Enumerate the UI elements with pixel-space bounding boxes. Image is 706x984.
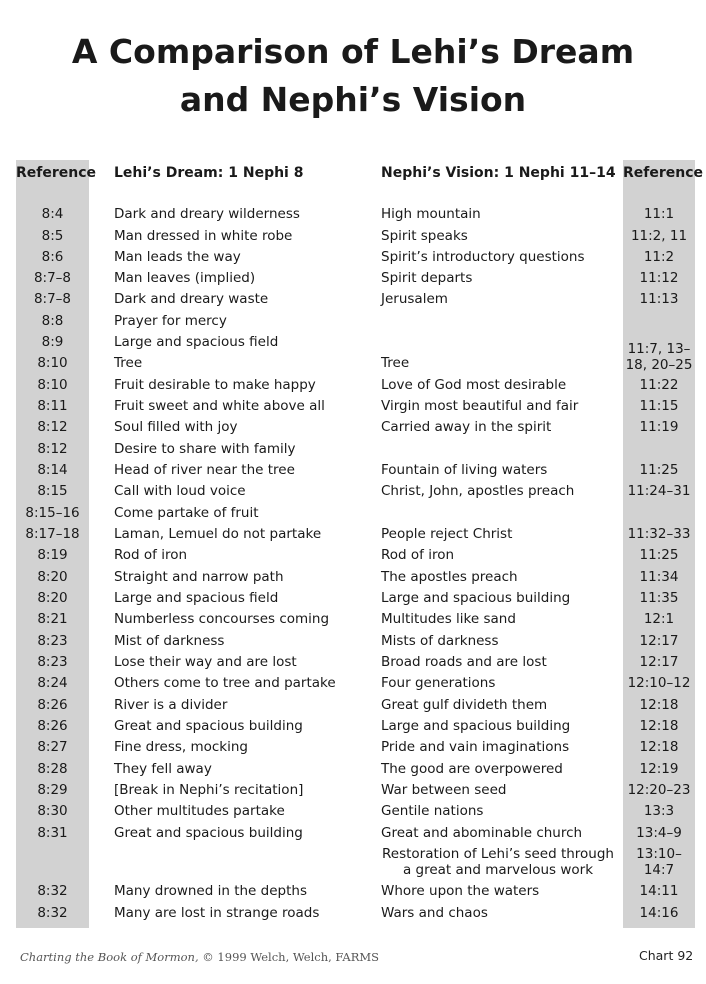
reference-right-cell: 11:13 (639, 291, 679, 307)
nephi-vision-cell: Large and spacious building (381, 590, 571, 606)
reference-left-cell: 8:29 (37, 782, 68, 798)
reference-left-cell: 8:23 (37, 633, 68, 649)
reference-left-cell: 8:23 (37, 654, 68, 670)
header-reference-left: Reference (16, 165, 97, 181)
lehi-dream-cell: Large and spacious field (114, 590, 279, 606)
lehi-dream-cell: Dark and dreary wilderness (114, 206, 300, 222)
nephi-vision-cell: Broad roads and are lost (381, 654, 547, 670)
reference-left-cell: 8:32 (37, 883, 68, 899)
lehi-dream-cell: Call with loud voice (114, 483, 246, 499)
reference-right-cell: 12:1 (643, 611, 675, 627)
nephi-vision-cell: War between seed (381, 782, 507, 798)
lehi-dream-cell: They fell away (114, 761, 212, 777)
reference-left-cell: 8:21 (37, 611, 68, 627)
reference-right-cell: 12:20–23 (627, 782, 691, 798)
nephi-vision-cell: Love of God most desirable (381, 377, 567, 393)
lehi-dream-cell: Lose their way and are lost (114, 654, 297, 670)
nephi-vision-cell: Fountain of living waters (381, 462, 548, 478)
lehi-dream-cell: Soul filled with joy (114, 419, 238, 435)
reference-left-cell: 8:27 (37, 739, 68, 755)
lehi-dream-cell: Come partake of fruit (114, 505, 259, 521)
lehi-dream-cell: Prayer for mercy (114, 313, 227, 329)
reference-right-cell: 13:3 (643, 803, 675, 819)
nephi-vision-cell: Wars and chaos (381, 905, 488, 921)
reference-right-cell: 11:25 (639, 547, 679, 563)
header-reference-right: Reference (623, 165, 704, 181)
reference-right-cell: 12:17 (639, 654, 679, 670)
lehi-dream-cell: Laman, Lemuel do not partake (114, 526, 322, 542)
reference-left-cell: 8:9 (41, 334, 64, 350)
reference-right-cell: 11:34 (639, 569, 679, 585)
reference-right-cell: 11:2 (643, 249, 675, 265)
nephi-vision-cell: Restoration of Lehi’s seed through a great and marvelous work (381, 846, 614, 878)
reference-left-cell: 8:6 (41, 249, 64, 265)
nephi-vision-cell: Great gulf divideth them (381, 697, 548, 713)
footer-chart-number: Chart 92 (639, 948, 694, 963)
nephi-vision-cell: Spirit speaks (381, 228, 468, 244)
lehi-dream-cell: Man dressed in white robe (114, 228, 293, 244)
footer-book-title: Charting the Book of Mormon, (20, 950, 199, 964)
reference-left-cell: 8:12 (37, 419, 68, 435)
title-line-2: and Nephi’s Vision (179, 80, 527, 119)
lehi-dream-cell: Straight and narrow path (114, 569, 284, 585)
reference-right-cell: 11:25 (639, 462, 679, 478)
lehi-dream-cell: Man leaves (implied) (114, 270, 256, 286)
nephi-vision-cell: Virgin most beautiful and fair (381, 398, 579, 414)
reference-left-cell: 8:12 (37, 441, 68, 457)
lehi-dream-cell: River is a divider (114, 697, 228, 713)
lehi-dream-cell: Man leads the way (114, 249, 241, 265)
reference-right-cell: 11:12 (639, 270, 679, 286)
reference-right-cell: 13:10–14:7 (636, 846, 682, 878)
lehi-dream-cell: Head of river near the tree (114, 462, 295, 478)
reference-left-cell: 8:11 (37, 398, 68, 414)
header-lehi-dream: Lehi’s Dream: 1 Nephi 8 (114, 165, 304, 181)
header-nephi-vision: Nephi’s Vision: 1 Nephi 11–14 (381, 165, 616, 181)
reference-right-cell: 11:7, 13–18, 20–25 (625, 341, 693, 373)
reference-right-cell: 12:17 (639, 633, 679, 649)
reference-right-cell: 13:4–9 (636, 825, 682, 841)
reference-right-cell: 12:10–12 (627, 675, 691, 691)
reference-left-cell: 8:17–18 (25, 526, 80, 542)
lehi-dream-cell: Others come to tree and partake (114, 675, 336, 691)
lehi-dream-cell: [Break in Nephi’s recitation] (114, 782, 304, 798)
lehi-dream-cell: Other multitudes partake (114, 803, 285, 819)
reference-left-cell: 8:20 (37, 569, 68, 585)
nephi-vision-cell: Large and spacious building (381, 718, 571, 734)
reference-right-cell: 11:1 (643, 206, 675, 222)
footer-citation (20, 950, 379, 964)
nephi-vision-cell: Spirit’s introductory questions (381, 249, 585, 265)
lehi-dream-cell: Fruit desirable to make happy (114, 377, 316, 393)
reference-right-cell: 11:22 (639, 377, 679, 393)
reference-left-cell: 8:26 (37, 697, 68, 713)
nephi-vision-cell: Pride and vain imaginations (381, 739, 570, 755)
reference-right-cell: 14:16 (639, 905, 679, 921)
lehi-dream-cell: Fine dress, mocking (114, 739, 248, 755)
lehi-dream-cell: Great and spacious building (114, 718, 303, 734)
nephi-vision-cell: Multitudes like sand (381, 611, 516, 627)
nephi-vision-cell: Carried away in the spirit (381, 419, 552, 435)
reference-left-cell: 8:15 (37, 483, 68, 499)
reference-right-cell: 11:32–33 (627, 526, 691, 542)
nephi-vision-cell: Jerusalem (381, 291, 448, 307)
reference-left-cell: 8:10 (37, 377, 68, 393)
reference-left-cell: 8:7–8 (33, 270, 72, 286)
nephi-vision-cell: The good are overpowered (381, 761, 563, 777)
reference-right-cell: 11:19 (639, 419, 679, 435)
reference-right-cell: 12:19 (639, 761, 679, 777)
nephi-vision-cell: High mountain (381, 206, 481, 222)
page-title (0, 28, 706, 124)
reference-left-cell: 8:31 (37, 825, 68, 841)
reference-left-cell: 8:28 (37, 761, 68, 777)
lehi-dream-cell: Many drowned in the depths (114, 883, 307, 899)
nephi-vision-cell: The apostles preach (381, 569, 518, 585)
lehi-dream-cell: Mist of darkness (114, 633, 225, 649)
reference-left-cell: 8:24 (37, 675, 68, 691)
reference-left-cell: 8:19 (37, 547, 68, 563)
reference-right-cell: 11:35 (639, 590, 679, 606)
reference-left-cell: 8:4 (41, 206, 64, 222)
reference-left-cell: 8:30 (37, 803, 68, 819)
reference-right-cell: 11:24–31 (627, 483, 691, 499)
nephi-vision-cell: Mists of darkness (381, 633, 499, 649)
reference-right-cell: 14:11 (639, 883, 679, 899)
reference-left-cell: 8:26 (37, 718, 68, 734)
nephi-vision-cell: People reject Christ (381, 526, 513, 542)
reference-left-cell: 8:20 (37, 590, 68, 606)
reference-right-cell: 12:18 (639, 697, 679, 713)
lehi-dream-cell: Rod of iron (114, 547, 188, 563)
reference-right-cell: 12:18 (639, 739, 679, 755)
nephi-vision-cell: Spirit departs (381, 270, 473, 286)
lehi-dream-cell: Numberless concourses coming (114, 611, 330, 627)
nephi-vision-cell: Four generations (381, 675, 496, 691)
nephi-vision-cell: Great and abominable church (381, 825, 583, 841)
lehi-dream-cell: Fruit sweet and white above all (114, 398, 325, 414)
nephi-vision-cell: Tree (381, 355, 410, 371)
lehi-dream-cell: Dark and dreary waste (114, 291, 269, 307)
nephi-vision-cell: Whore upon the waters (381, 883, 540, 899)
reference-left-cell: 8:15–16 (25, 505, 80, 521)
title-line-1: A Comparison of Lehi’s Dream (71, 32, 635, 71)
lehi-dream-cell: Desire to share with family (114, 441, 296, 457)
lehi-dream-cell: Large and spacious field (114, 334, 279, 350)
reference-right-cell: 11:15 (639, 398, 679, 414)
reference-left-cell: 8:10 (37, 355, 68, 371)
reference-left-cell: 8:14 (37, 462, 68, 478)
reference-left-cell: 8:8 (41, 313, 64, 329)
reference-left-cell: 8:7–8 (33, 291, 72, 307)
nephi-vision-cell: Christ, John, apostles preach (381, 483, 575, 499)
lehi-dream-cell: Great and spacious building (114, 825, 303, 841)
reference-right-cell: 11:2, 11 (630, 228, 688, 244)
footer-copyright: © 1999 Welch, Welch, FARMS (202, 950, 380, 964)
nephi-vision-cell: Gentile nations (381, 803, 484, 819)
lehi-dream-cell: Many are lost in strange roads (114, 905, 320, 921)
nephi-vision-cell: Rod of iron (381, 547, 455, 563)
reference-left-cell: 8:32 (37, 905, 68, 921)
reference-left-cell: 8:5 (41, 228, 64, 244)
reference-right-cell: 12:18 (639, 718, 679, 734)
lehi-dream-cell: Tree (114, 355, 143, 371)
